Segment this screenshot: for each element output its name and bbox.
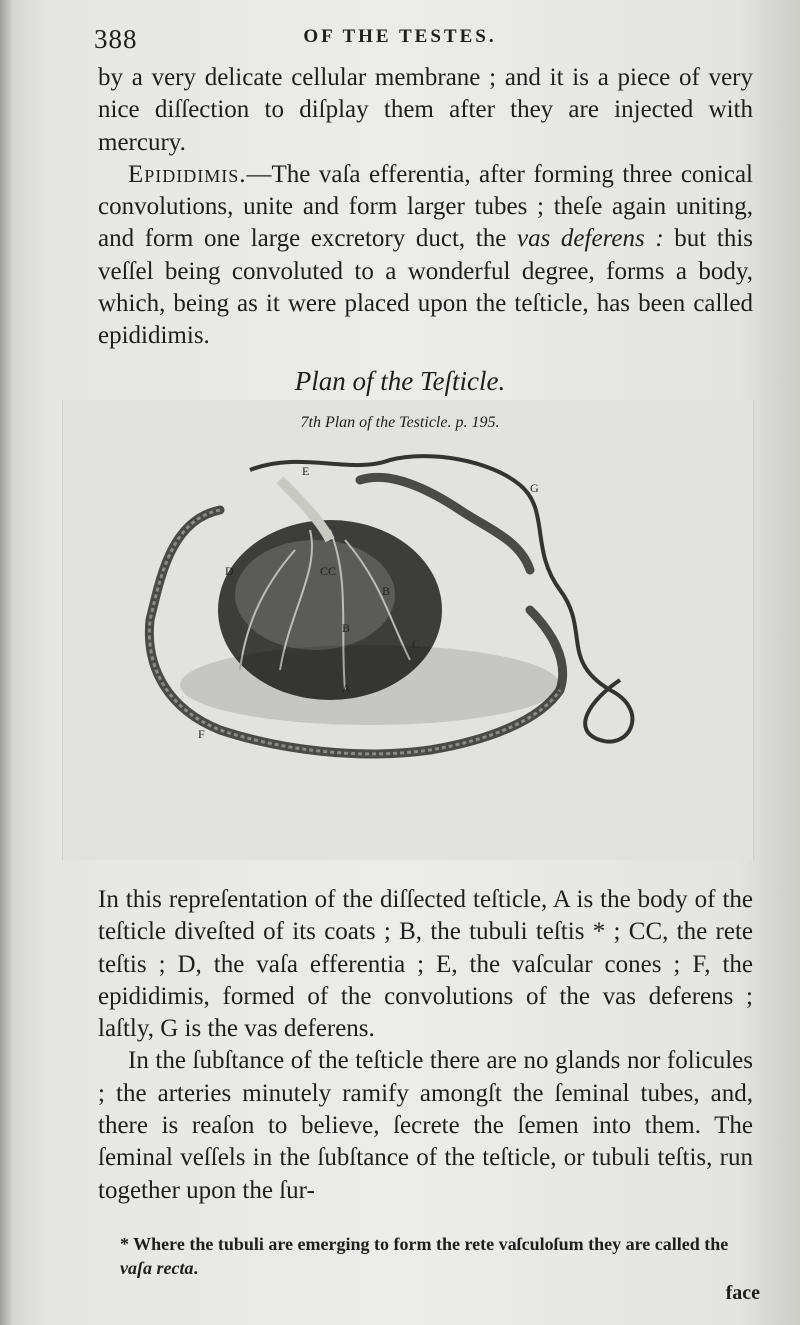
- running-head: OF THE TESTES.: [303, 26, 497, 47]
- footnote: [120, 1232, 760, 1280]
- testicle-illustration: [130, 440, 690, 800]
- testicle-highlight: [235, 540, 395, 650]
- vas-deferens-term: vas deferens :: [516, 225, 664, 253]
- para2-text-a: —The vaſa efferentia, after forming three conical convolutions, unite and form larger tubes ; theſe again uniting, and form one large excretory duct, the: [98, 160, 753, 253]
- label-E: E: [302, 464, 310, 478]
- label-A: A: [342, 681, 351, 695]
- explanation-text: [98, 884, 753, 1207]
- intro-text: [98, 62, 753, 353]
- page-spine-shadow: [0, 0, 14, 1325]
- para2-text-b: but this veſſel being convoluted to a wonderful degree, forms a body, which, being as it were placed upon the teſticle, has been called epididimis.: [98, 225, 753, 350]
- label-C: C: [412, 637, 421, 651]
- explanation-paragraph-1: In this repreſentation of the diſſected teſticle, A is the body of the teſticle diveſted of its coats ; B, the tubuli teſtis * ; CC, the rete teſtis ; D, the vaſa efferentia ; E, the vaſcular cones ; F, the epididimis, formed of the convolutions of the vas deferens ; laſtly, G is the vas deferens.: [98, 886, 753, 1043]
- epididimis-heading: Epididimis.: [128, 160, 247, 188]
- footnote-text-b: .: [193, 1258, 198, 1278]
- label-CC: CC: [320, 564, 337, 578]
- plate-shadow: [180, 645, 560, 725]
- page-number: 388: [94, 24, 138, 54]
- explanation-paragraph-2: In the ſubſtance of the teſticle there are no glands nor folicules ; the arteries minutely ramify amongſt the ſeminal tubes, and, there is reaſon to believe, ſecrete the ſemen into them. The ſeminal veſſels in the ſubſtance of the teſticle, or tubuli teſtis, run together upon the ſur-: [98, 1047, 753, 1204]
- intro-paragraph-1: by a very delicate cellular membrane ; and it is a piece of very nice diſſection to diſplay them after they are injected with mercury.: [98, 64, 753, 156]
- plate-caption: 7th Plan of the Testicle. p. 195.: [300, 414, 500, 431]
- intro-paragraph-2: [98, 159, 753, 353]
- plate-title: Plan of the Teſticle.: [294, 366, 506, 396]
- label-B-upper: B: [382, 584, 391, 598]
- vasa-recta-term: vaſa recta: [120, 1258, 194, 1278]
- label-G: G: [530, 481, 539, 495]
- footnote-text-a: * Where the tubuli are emerging to form the rete vaſculoſum they are called the: [120, 1234, 729, 1254]
- label-F: F: [198, 727, 205, 741]
- page-header: [0, 10, 800, 54]
- catchword: face: [725, 1282, 760, 1304]
- label-D: D: [225, 564, 234, 578]
- label-B-lower: B: [342, 621, 351, 635]
